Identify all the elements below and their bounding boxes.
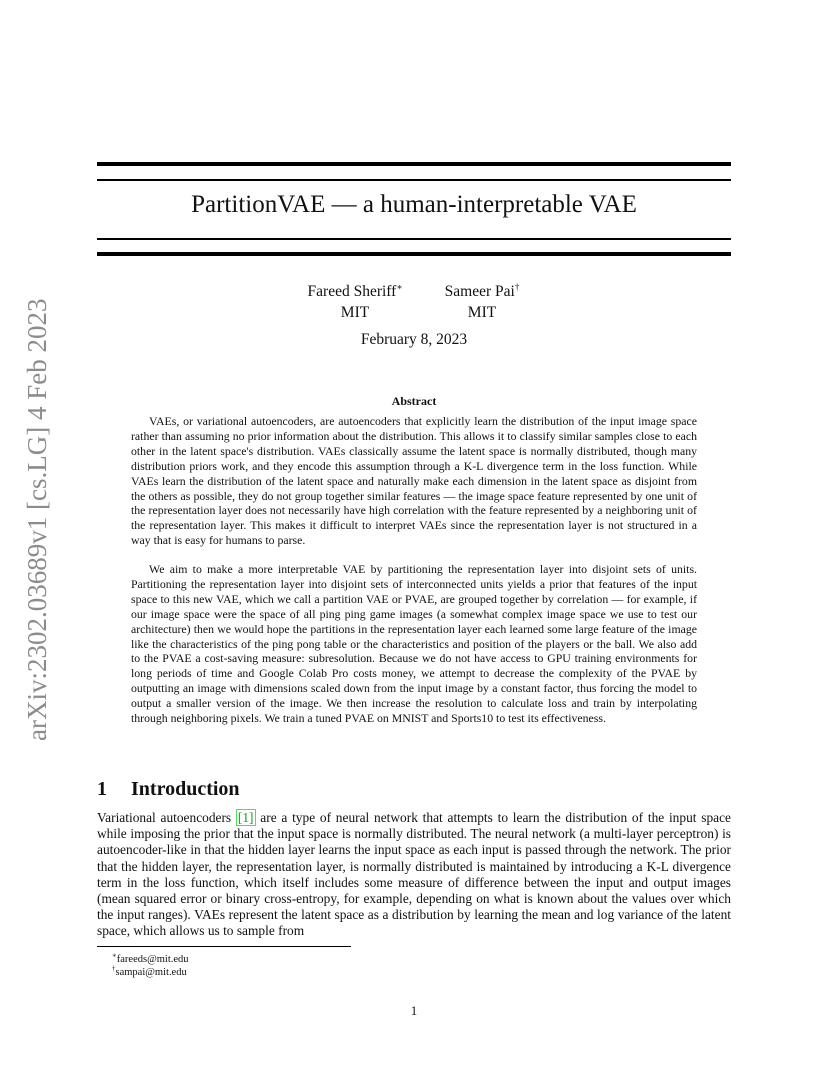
section-title: Introduction — [131, 778, 240, 800]
section-number: 1 — [97, 778, 107, 800]
page-number: 1 — [410, 1003, 418, 1018]
author-affiliation: MIT — [467, 304, 497, 321]
abstract-heading: Abstract — [391, 394, 437, 408]
title-rule-top-2 — [97, 179, 731, 181]
author-1 — [296, 281, 414, 323]
author-name: Fareed Sheriff — [307, 283, 397, 300]
footnote-mark: ∗ — [112, 951, 117, 960]
paper-title: PartitionVAE — a human-interpretable VAE — [191, 191, 637, 218]
author-name: Sameer Pai — [444, 283, 515, 300]
author-affiliation: MIT — [340, 304, 370, 321]
paper-date: February 8, 2023 — [360, 331, 468, 348]
footnote-mark: † — [112, 964, 116, 973]
title-rule-bottom-1 — [97, 238, 731, 240]
footnote-1 — [112, 953, 189, 966]
intro-text-rest: are a type of neural network that attempts to learn the distribution of the input space while imposing the prior that the input space is normally distributed. The neural network (a multi-layer perceptron) is autoencoder-like in that the hidden layer learns the input space as each input is passed through the network. The prior that the hidden layer, the representation layer, is normally distributed is maintained by introducing a K-L divergence term in the loss function, which itself includes some measure of difference between the input and output images (mean squared error or binary cross-entropy, for example, depending on what is known about the values over which the input ranges). VAEs represent the latent space as a distribution by learning the mean and log variance of the latent space, which allows us to sample from — [97, 810, 731, 939]
arxiv-stamp: arXiv:2302.03689v1 [cs.LG] 4 Feb 2023 — [22, 298, 52, 742]
author-2 — [432, 281, 532, 323]
footnote-text: fareeds@mit.edu — [116, 954, 189, 965]
intro-paragraph — [97, 810, 731, 940]
title-rule-bottom-2 — [97, 252, 731, 256]
author-mark: † — [514, 281, 520, 292]
title-rule-top-1 — [97, 162, 731, 166]
footnote-text: sampai@mit.edu — [115, 967, 187, 978]
author-mark: ∗ — [396, 281, 403, 292]
section-heading — [97, 776, 240, 802]
citation-link[interactable]: [1] — [237, 810, 254, 825]
abstract-paragraph-1: VAEs, or variational autoencoders, are autoencoders that explicitly learn the distribution of the input image space rather than assuming no prior information about the distribution. This allows it to classify similar samples close to each other in the latent space's distribution. VAEs classically assume the latent space is normally distributed, though many distribution priors work, and they encode this assumption through a K-L divergence term in the loss function. While VAEs learn the distribution of the latent space and naturally make each dimension in the latent space as disjoint from the others as possible, they do not group together similar features — the image space feature represented by one unit of the representation layer does not necessarily have high correlation with the feature represented by a neighboring unit of the representation layer. This makes it difficult to interpret VAEs since the representation layer is not structured in a way that is easy for humans to parse. — [131, 414, 697, 548]
intro-text-start: Variational autoencoders — [97, 810, 236, 825]
footnote-2 — [112, 966, 187, 979]
footnote-rule — [97, 946, 351, 947]
abstract-paragraph-2: We aim to make a more interpretable VAE by partitioning the representation layer into disjoint sets of units. Partitioning the representation layer into disjoint sets of interconnected units yields a prior that features of the input space to this new VAE, which we call a partition VAE or PVAE, are grouped together by correlation — for example, if our image space were the space of all ping ping game images (a somewhat complex image space we use to test our architecture) then we would hope the partitions in the representation layer each learned some large feature of the image like the characteristics of the ping pong table or the characteristics and position of the players or the ball. We also add to the PVAE a cost-saving measure: subresolution. Because we do not have access to GPU training environments for long periods of time and Google Colab Pro costs money, we attempt to decrease the complexity of the PVAE by outputting an image with dimensions scaled down from the input image by a constant factor, thus forcing the model to output a smaller version of the image. We then increase the resolution to calculate loss and train by interpolating through neighboring pixels. We train a tuned PVAE on MNIST and Sports10 to test its effectiveness. — [131, 562, 697, 726]
